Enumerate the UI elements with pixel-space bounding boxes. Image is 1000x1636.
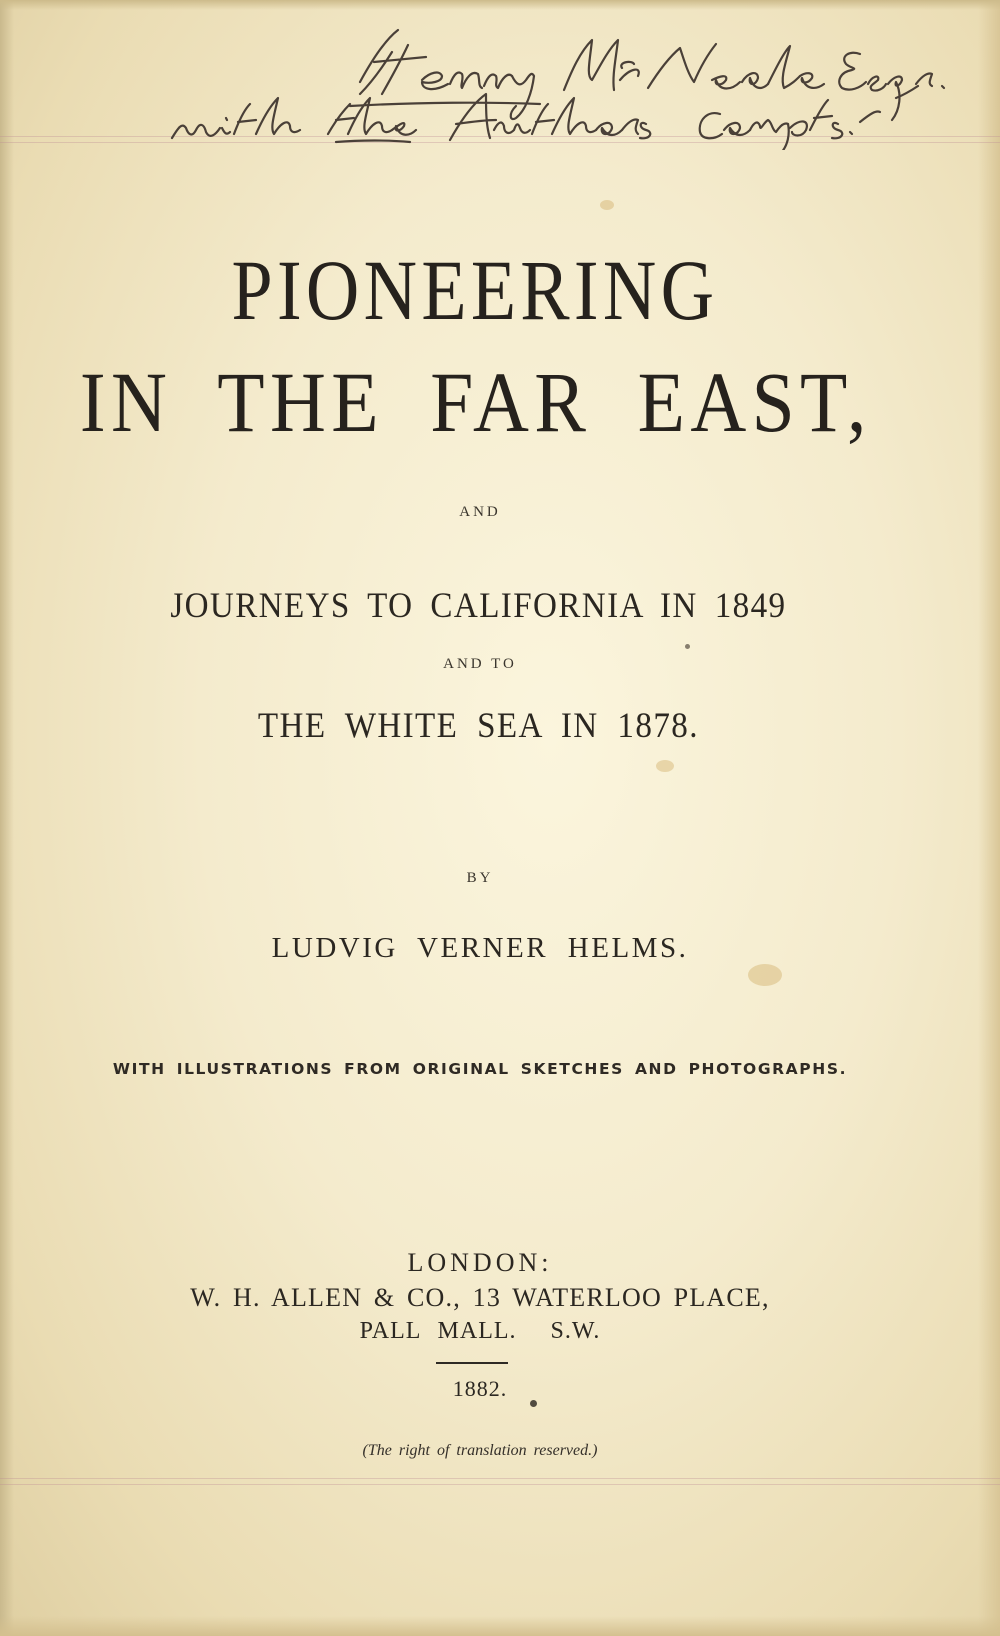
by-label: BY	[466, 870, 494, 886]
publisher-name-address: W. H. ALLEN & CO., 13 WATERLOO PLACE,	[190, 1283, 770, 1312]
connector-and-to: AND TO	[443, 656, 517, 672]
subtitle-white-sea: THE WHITE SEA IN 1878.	[257, 705, 699, 745]
page-edge-bottom	[0, 1616, 1000, 1636]
title-line-2: IN THE FAR EAST,	[79, 354, 872, 450]
faint-ruled-line	[0, 1484, 1000, 1485]
title-line-1: PIONEERING	[231, 242, 719, 338]
connector-and: AND	[459, 504, 501, 520]
author-name: LUDVIG VERNER HELMS.	[271, 932, 689, 964]
rights-note: (The right of translation reserved.)	[362, 1442, 598, 1459]
page-edge-top	[0, 0, 1000, 10]
publication-year: 1882.	[452, 1376, 508, 1401]
foxing-spot	[748, 964, 782, 986]
publisher-rule	[436, 1362, 508, 1364]
publisher-district: PALL MALL. S.W.	[359, 1318, 601, 1344]
inscription-drawing	[160, 10, 960, 150]
illustrations-note: WITH ILLUSTRATIONS FROM ORIGINAL SKETCHES AND PHOTOGRAPHS.	[112, 1060, 848, 1078]
handwritten-inscription	[160, 10, 960, 150]
faint-ruled-line	[0, 1478, 1000, 1479]
subtitle-california: JOURNEYS TO CALIFORNIA IN 1849	[170, 585, 787, 625]
foxing-spot	[600, 200, 614, 210]
ink-dot	[685, 644, 690, 649]
publisher-city: LONDON:	[407, 1248, 553, 1277]
foxing-spot	[656, 760, 674, 772]
page-edge-right	[978, 0, 1000, 1636]
